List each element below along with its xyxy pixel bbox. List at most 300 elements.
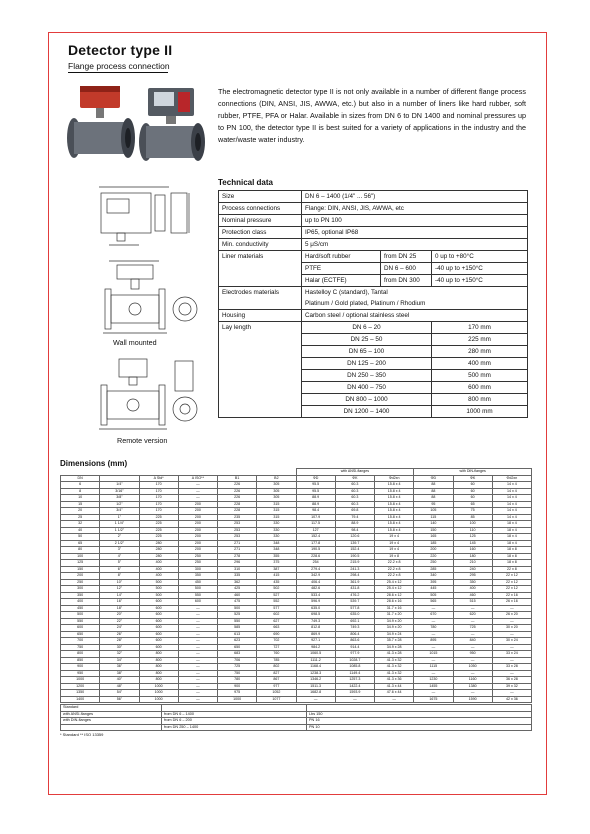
tech-row <box>219 251 528 263</box>
dim-cell: 310 <box>218 566 257 573</box>
dim-cell: 30" <box>100 644 139 651</box>
dim-cell: 15.8 x 4 <box>375 488 414 495</box>
dim-cell: 500 <box>218 605 257 612</box>
dim-cell: — <box>453 690 492 697</box>
dim-cell: 702 <box>257 638 296 645</box>
dim-cell: 241.3 <box>335 566 374 573</box>
dim-cell: — <box>414 618 453 625</box>
dim-cell: 210 <box>453 560 492 567</box>
dim-cell: 22 x 12 <box>492 586 531 593</box>
tech-label: Protection class <box>219 227 302 239</box>
dim-cell: 31.7 x 20 <box>375 612 414 619</box>
dim-cell: 26 x 16 <box>492 599 531 606</box>
dim-cell: — <box>492 605 531 612</box>
lay-range: DN 800 – 1000 <box>302 394 432 406</box>
dim-cell: 692.1 <box>335 618 374 625</box>
product-photo-right <box>138 84 206 164</box>
dim-cell: 1000 <box>139 696 178 703</box>
dim-cell: 95 <box>414 501 453 508</box>
dim-cell: 550 <box>218 618 257 625</box>
dim-cell: 34.9 x 28 <box>375 644 414 651</box>
dim-cell: 16" <box>100 599 139 606</box>
dim-cell: 348 <box>257 547 296 554</box>
dim-cell: 600 <box>139 599 178 606</box>
dim-cell: 950 <box>61 670 100 677</box>
dim-cell: 500 <box>178 586 217 593</box>
dim-cell: 95.5 <box>296 488 335 495</box>
dim-header-cell: B1 <box>218 475 257 482</box>
lay-range: DN 25 – 50 <box>302 334 432 346</box>
dim-cell: 253 <box>218 534 257 541</box>
dim-cell: 18 x 4 <box>492 540 531 547</box>
dim-cell: 800 <box>139 677 178 684</box>
dim-cell: 515 <box>453 599 492 606</box>
dim-cell: 620 <box>453 612 492 619</box>
dim-cell: 56" <box>100 696 139 703</box>
liner-material: Hard/soft rubber <box>302 251 381 263</box>
dim-cell: 627 <box>257 618 296 625</box>
dim-cell: 8 <box>61 488 100 495</box>
dim-cell: 145 <box>453 540 492 547</box>
dim-cell: 812.8 <box>296 625 335 632</box>
dim-cell: 36" <box>100 664 139 671</box>
dim-cell: 706 <box>218 657 257 664</box>
dim-cell: 6 <box>61 482 100 489</box>
footnote: * Standard ** ISO 13359 <box>60 732 104 737</box>
dim-cell: 14 x 4 <box>492 495 531 502</box>
dim-cell: 1/4" <box>100 482 139 489</box>
tech-row <box>219 215 528 227</box>
tech-value: DN 6 – 1400 (1/4" ... 56") <box>302 191 528 203</box>
dim-cell: 577 <box>257 605 296 612</box>
dim-cell: — <box>178 677 217 684</box>
tech-value: Flange: DIN, ANSI, JIS, AWWA, etc <box>302 203 528 215</box>
dim-body <box>61 482 532 703</box>
dim-cell: 1052 <box>257 690 296 697</box>
dim-cell: 200 <box>178 521 217 528</box>
dim-cell: 34.9 x 24 <box>375 631 414 638</box>
dim-cell: 550 <box>61 618 100 625</box>
dim-cell: 3" <box>100 547 139 554</box>
tech-row <box>219 322 528 334</box>
dim-cell: 500 <box>139 592 178 599</box>
standard-cell: from DN 6 – 1400 <box>162 711 307 718</box>
dim-cell: — <box>178 644 217 651</box>
standard-cell: from DN 250 – 1400 <box>162 724 307 731</box>
tech-label: Process connections <box>219 203 302 215</box>
dim-cell: 700 <box>61 638 100 645</box>
dim-cell: 900 <box>218 683 257 690</box>
dim-cell: 60.3 <box>335 501 374 508</box>
dim-cell: 596.9 <box>296 599 335 606</box>
dim-cell: 10" <box>100 579 139 586</box>
dim-cell: 105 <box>414 508 453 515</box>
dim-cell: 350 <box>453 579 492 586</box>
standard-row <box>61 724 532 731</box>
dim-cell: 395 <box>414 579 453 586</box>
dim-cell: 698.5 <box>296 612 335 619</box>
dim-cell: 88.9 <box>296 495 335 502</box>
dim-cell: 2 1/2" <box>100 540 139 547</box>
dim-cell: 28.6 x 12 <box>375 592 414 599</box>
dim-cell: 335 <box>218 573 257 580</box>
dim-cell: 750 <box>218 670 257 677</box>
dim-cell: 14 x 4 <box>492 482 531 489</box>
dim-header-cell: DN <box>61 475 100 482</box>
dim-cell: 600 <box>139 605 178 612</box>
dim-cell: 977.9 <box>335 651 374 658</box>
dim-cell: 840 <box>453 638 492 645</box>
dim-cell: 683 <box>218 651 257 658</box>
dim-cell: 18 x 8 <box>492 553 531 560</box>
dim-cell: — <box>375 696 414 703</box>
dim-cell: 650 <box>61 631 100 638</box>
dim-cell: 476.2 <box>335 592 374 599</box>
dim-cell: 28.6 x 16 <box>375 599 414 606</box>
dim-cell: 60 <box>453 488 492 495</box>
dim-cell: 725 <box>453 625 492 632</box>
dim-cell: 1115 <box>414 664 453 671</box>
dim-cell: 400 <box>61 599 100 606</box>
tech-row <box>219 203 528 215</box>
dim-cell: 35.7 x 28 <box>375 638 414 645</box>
tech-row <box>219 191 528 203</box>
liner-temp: -40 up to +150°C <box>432 275 528 287</box>
dim-cell: 14 x 4 <box>492 488 531 495</box>
dim-cell: 30 x 24 <box>492 638 531 645</box>
dim-cell: 26" <box>100 631 139 638</box>
technical-data-title: Technical data <box>218 178 273 187</box>
dim-cell: 80 <box>61 547 100 554</box>
dim-cell: 330 <box>257 527 296 534</box>
dim-cell: 1257.3 <box>335 677 374 684</box>
dim-cell: 552 <box>257 599 296 606</box>
dim-cell: 20" <box>100 612 139 619</box>
dim-cell: 117.5 <box>296 521 335 528</box>
dim-cell: 127 <box>296 527 335 534</box>
dim-cell: 1380 <box>453 683 492 690</box>
drawing-remote-detector <box>88 352 202 434</box>
dim-cell: 200 <box>414 547 453 554</box>
dim-cell: 527 <box>257 592 296 599</box>
drawing-wall-detector <box>88 256 202 338</box>
dim-cell: 361.9 <box>335 579 374 586</box>
dim-cell: 1350 <box>61 690 100 697</box>
dim-cell: 225 <box>139 534 178 541</box>
dim-cell: 150 <box>61 566 100 573</box>
dim-cell: 228.6 <box>296 553 335 560</box>
dim-cell: 200 <box>178 501 217 508</box>
dim-cell: 22.2 x 8 <box>375 566 414 573</box>
dim-cell: 1077 <box>257 696 296 703</box>
liner-range: DN 6 – 600 <box>381 263 432 275</box>
dim-cell: 65 <box>453 501 492 508</box>
dim-cell: 180 <box>453 553 492 560</box>
dim-cell: — <box>414 605 453 612</box>
lay-range: DN 400 – 750 <box>302 382 432 394</box>
dim-cell: 3/4" <box>100 508 139 515</box>
dim-cell: 22" <box>100 618 139 625</box>
dim-cell: 235 <box>218 514 257 521</box>
dim-cell: 200 <box>178 508 217 515</box>
dim-cell: 1 1/2" <box>100 527 139 534</box>
dimensions-table <box>60 468 532 703</box>
dim-cell: 350 <box>178 573 217 580</box>
dim-cell: — <box>335 696 374 703</box>
dim-cell: 300 <box>178 566 217 573</box>
dim-cell: 914.4 <box>335 644 374 651</box>
dim-cell: 253 <box>218 527 257 534</box>
dim-cell: 250 <box>178 553 217 560</box>
tech-row <box>219 310 528 322</box>
dim-cell: 725 <box>218 664 257 671</box>
dim-cell: 25.4 x 12 <box>375 579 414 586</box>
dim-cell: — <box>414 631 453 638</box>
drawing-wall-front <box>88 180 202 252</box>
dim-cell: 760 <box>257 651 296 658</box>
dim-cell: 613 <box>218 631 257 638</box>
tech-label: Housing <box>219 310 302 322</box>
dim-cell: 200 <box>61 573 100 580</box>
dim-cell: 500 <box>139 586 178 593</box>
dim-cell: — <box>492 644 531 651</box>
liner-material: Halar (ECTFE) <box>302 275 381 287</box>
lay-length: 800 mm <box>432 394 528 406</box>
standard-cell: Lbs 150 <box>307 711 532 718</box>
dim-cell: 33 x 24 <box>492 651 531 658</box>
dim-cell: 780 <box>218 677 257 684</box>
lay-range: DN 125 – 200 <box>302 358 432 370</box>
dim-cell: 22.2 x 8 <box>375 560 414 567</box>
lay-range: DN 250 – 350 <box>302 370 432 382</box>
dim-cell: 18 x 4 <box>492 527 531 534</box>
dim-cell: 445 <box>414 586 453 593</box>
dim-cell: 88 <box>414 488 453 495</box>
dim-cell: 565 <box>414 599 453 606</box>
dim-cell: 863.6 <box>335 638 374 645</box>
dim-cell: 305 <box>257 488 296 495</box>
dim-cell: 585 <box>218 625 257 632</box>
dim-cell: 100 <box>453 521 492 528</box>
dim-cell: 315 <box>257 501 296 508</box>
dim-cell: 1" <box>100 514 139 521</box>
dim-cell: 670 <box>414 612 453 619</box>
dim-cell: 228 <box>218 501 257 508</box>
dim-cell: 18 x 8 <box>492 547 531 554</box>
dim-cell: 215.9 <box>335 560 374 567</box>
dim-cell: 271 <box>218 547 257 554</box>
dim-cell: 827 <box>257 670 296 677</box>
tech-label: Nominal pressure <box>219 215 302 227</box>
dim-cell: 1168.4 <box>296 664 335 671</box>
dim-cell: 984.2 <box>296 644 335 651</box>
dim-cell: 806.4 <box>335 631 374 638</box>
standard-cell: with DIN-flanges <box>61 718 162 725</box>
dim-cell: 177.8 <box>296 540 335 547</box>
dim-cell: — <box>414 644 453 651</box>
dim-cell: 800 <box>139 664 178 671</box>
dim-cell: 200 <box>178 514 217 521</box>
dim-cell: 1000 <box>218 696 257 703</box>
dim-cell: 170 <box>139 495 178 502</box>
dim-cell: 400 <box>139 573 178 580</box>
standard-cell: PN 16 <box>307 718 532 725</box>
dim-cell: 88 <box>414 495 453 502</box>
dim-cell: 31.7 x 16 <box>375 605 414 612</box>
dim-cell: 170 <box>139 482 178 489</box>
dim-cell: 88.9 <box>335 521 374 528</box>
dim-cell: — <box>178 618 217 625</box>
dim-cell: 296 <box>218 560 257 567</box>
dim-cell: 107.9 <box>296 514 335 521</box>
dim-cell: 39 x 32 <box>492 683 531 690</box>
dim-cell: 33 x 28 <box>492 664 531 671</box>
dim-cell: 602 <box>257 612 296 619</box>
dim-cell: 22 x 16 <box>492 592 531 599</box>
dim-cell: 15.8 x 4 <box>375 521 414 528</box>
dim-cell: 60.3 <box>335 482 374 489</box>
dim-cell: 165 <box>414 534 453 541</box>
dim-cell: 60.3 <box>335 488 374 495</box>
dim-cell: 350 <box>61 592 100 599</box>
dim-cell: 1160 <box>453 677 492 684</box>
dim-cell: 977 <box>257 683 296 690</box>
dim-cell: 431.8 <box>335 586 374 593</box>
dim-cell: 185 <box>414 540 453 547</box>
dim-cell: 60.3 <box>335 495 374 502</box>
dim-header-cell: ΦD <box>414 475 453 482</box>
dim-cell: — <box>492 631 531 638</box>
dim-cell: 305 <box>257 482 296 489</box>
dim-cell: 1682.8 <box>296 690 335 697</box>
dim-cell: 15.8 x 4 <box>375 514 414 521</box>
dim-cell: 250 <box>178 560 217 567</box>
dim-cell: 200 <box>178 534 217 541</box>
dim-cell: 225 <box>139 527 178 534</box>
dim-cell: 226 <box>218 495 257 502</box>
dim-cell: 225 <box>139 521 178 528</box>
tech-value: Hastelloy C (standard), Tantal <box>302 287 528 299</box>
dim-cell: 623 <box>218 638 257 645</box>
dim-cell: 950 <box>453 651 492 658</box>
dim-cell: 450 <box>61 605 100 612</box>
dim-cell: 1593.9 <box>335 690 374 697</box>
dim-cell: 152.4 <box>335 547 374 554</box>
dim-cell: 1455 <box>414 683 453 690</box>
dim-cell: — <box>178 612 217 619</box>
dim-cell: 115 <box>414 514 453 521</box>
dim-cell: — <box>492 690 531 697</box>
dim-cell: 1200 <box>61 683 100 690</box>
dim-cell: 400 <box>139 560 178 567</box>
liner-material: PTFE <box>302 263 381 275</box>
dim-cell: 869.9 <box>296 631 335 638</box>
dim-cell: 400 <box>139 566 178 573</box>
dim-cell: — <box>296 696 335 703</box>
dim-cell: 65 <box>61 540 100 547</box>
dim-cell: 14 x 4 <box>492 514 531 521</box>
dim-cell: — <box>453 618 492 625</box>
dim-header-cell: ΦK <box>335 475 374 482</box>
dim-cell: — <box>178 670 217 677</box>
dim-cell: 139.7 <box>335 540 374 547</box>
dim-cell: 226 <box>218 482 257 489</box>
dim-cell: 98.4 <box>296 508 335 515</box>
dimensions-title: Dimensions (mm) <box>60 459 128 468</box>
lay-length: 280 mm <box>432 346 528 358</box>
dim-cell: 69.8 <box>335 508 374 515</box>
dim-cell: 41.3 x 28 <box>375 651 414 658</box>
tech-value: Platinum / Gold plated, Platinum / Rhodium <box>302 298 528 310</box>
standard-cell: PN 10 <box>307 724 532 731</box>
dim-cell: — <box>414 670 453 677</box>
dim-cell: 1111.2 <box>296 657 335 664</box>
dim-cell: 14 x 4 <box>492 508 531 515</box>
dim-cell: — <box>178 482 217 489</box>
lay-length: 400 mm <box>432 358 528 370</box>
lay-range: DN 6 – 20 <box>302 322 432 334</box>
dim-cell: 1 1/4" <box>100 521 139 528</box>
dim-cell: 25 <box>61 514 100 521</box>
tech-row <box>219 227 528 239</box>
dim-cell: 1028.7 <box>335 657 374 664</box>
dim-cell: 330 <box>257 521 296 528</box>
dim-cell: 340 <box>414 573 453 580</box>
dim-cell: 4" <box>100 553 139 560</box>
dim-cell: 25.4 x 12 <box>375 586 414 593</box>
dim-cell: 475 <box>218 599 257 606</box>
page-title: Detector type II <box>68 42 173 58</box>
tech-label: Size <box>219 191 302 203</box>
tech-row <box>219 287 528 299</box>
dim-cell: 690 <box>257 631 296 638</box>
dim-cell: 3/16" <box>100 488 139 495</box>
dim-cell: 160 <box>453 547 492 554</box>
dim-cell: 5" <box>100 560 139 567</box>
dim-cell: 6" <box>100 566 139 573</box>
dim-cell: 15.8 x 4 <box>375 495 414 502</box>
tech-label: Electrodes materials <box>219 287 302 310</box>
tech-label: Min. conductivity <box>219 239 302 251</box>
dim-cell: 600 <box>139 631 178 638</box>
dim-cell: — <box>178 690 217 697</box>
dim-cell: — <box>178 683 217 690</box>
dim-header-cell: Φd2xn <box>375 475 414 482</box>
dim-cell: — <box>492 657 531 664</box>
dim-cell: — <box>492 618 531 625</box>
table-row <box>61 696 532 703</box>
dim-cell: 900 <box>61 664 100 671</box>
dim-cell: 348 <box>257 540 296 547</box>
dim-cell: 1000 <box>61 677 100 684</box>
dim-cell: — <box>492 670 531 677</box>
dim-cell: 200 <box>178 540 217 547</box>
dim-cell: 42 x 36 <box>492 696 531 703</box>
dim-cell: 1000 <box>139 683 178 690</box>
dim-cell: 539.7 <box>335 599 374 606</box>
dim-cell: 1230 <box>414 677 453 684</box>
dim-cell: 1238.3 <box>296 670 335 677</box>
dim-cell: 533.4 <box>296 592 335 599</box>
dim-cell: 300 <box>61 586 100 593</box>
dim-cell: 38" <box>100 670 139 677</box>
dim-cell: 435 <box>257 579 296 586</box>
dim-cell: 18 x 8 <box>492 560 531 567</box>
dim-cell: 41.3 x 44 <box>375 683 414 690</box>
standard-cell: from DN 6 – 200 <box>162 718 307 725</box>
dim-cell: 802 <box>257 664 296 671</box>
dim-cell: 1/2" <box>100 501 139 508</box>
